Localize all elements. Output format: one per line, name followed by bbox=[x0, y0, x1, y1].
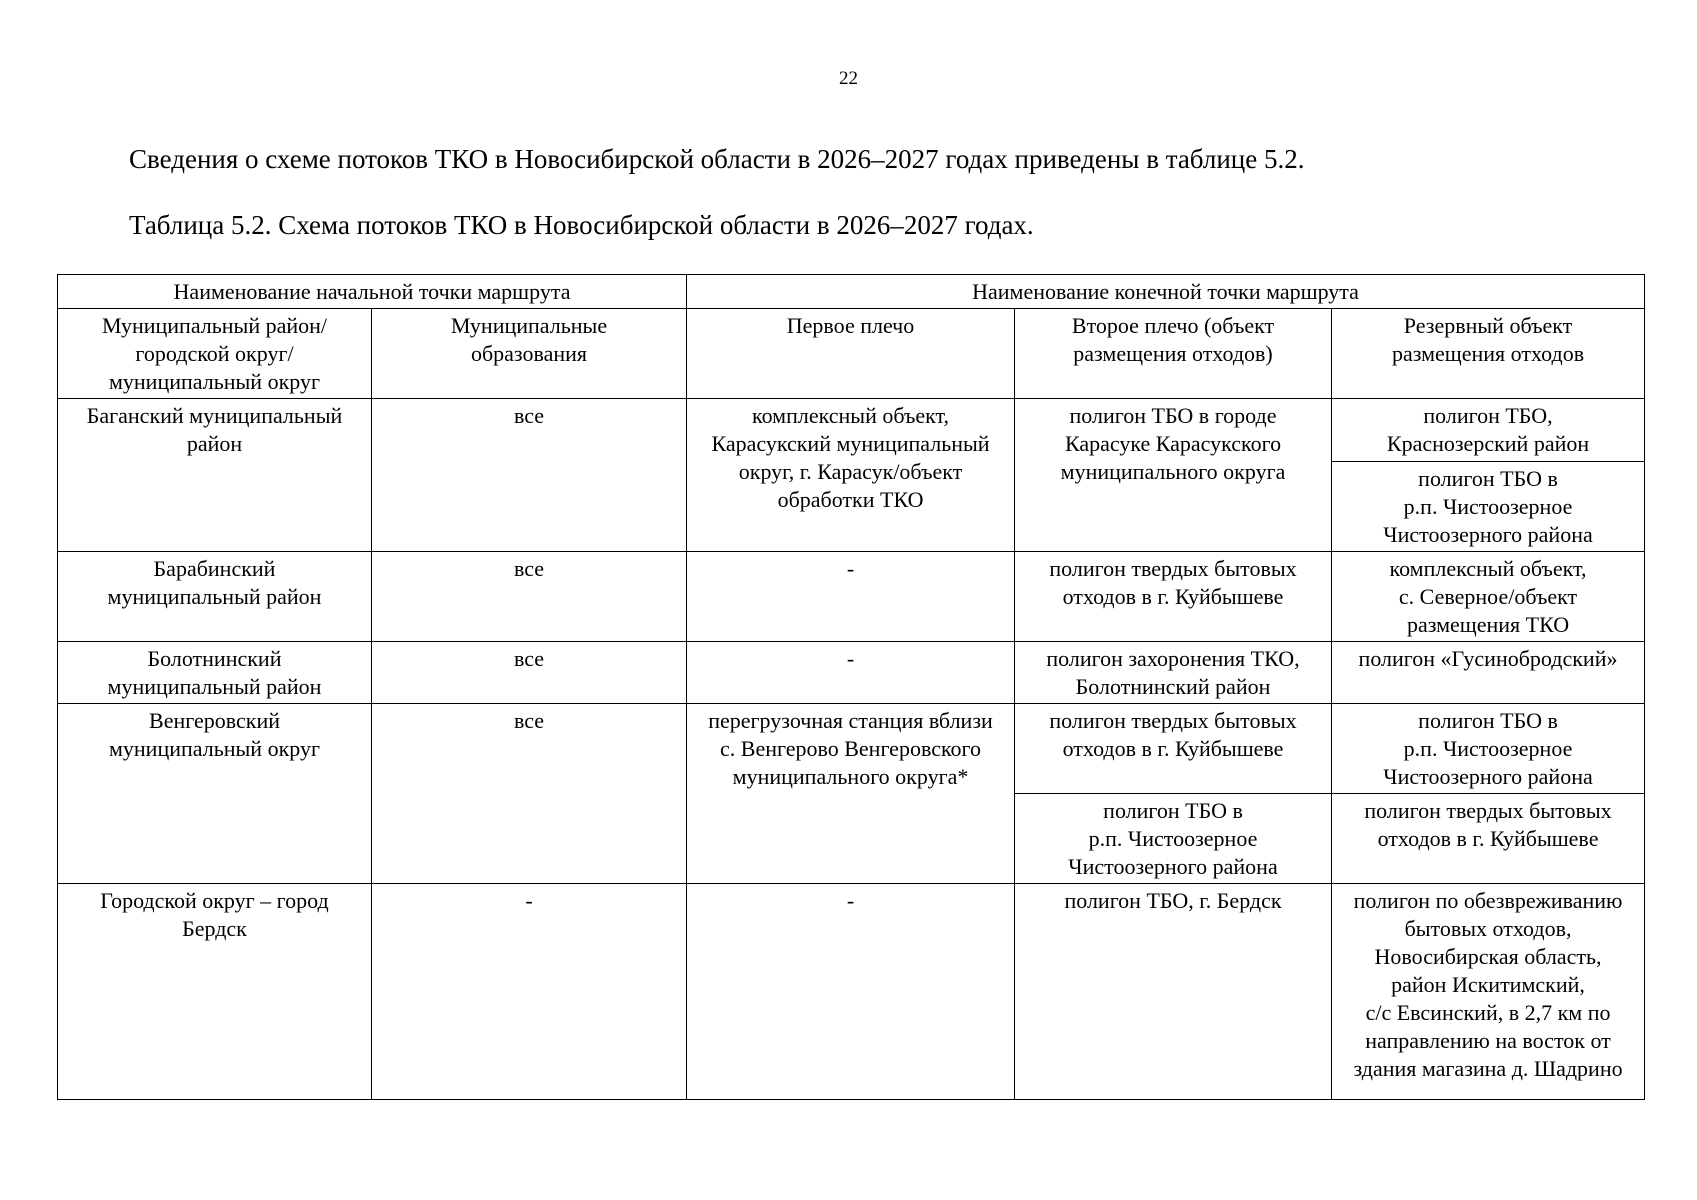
header-municipalities: Муниципальные образования bbox=[372, 309, 687, 399]
cell-second-leg: полигон ТБО, г. Бердск bbox=[1015, 884, 1332, 1100]
cell-reserve: полигон ТБО, Краснозерский район bbox=[1332, 399, 1645, 462]
cell-second-leg: полигон ТБО в городе Карасуке Карасукского муниципального округа bbox=[1015, 399, 1332, 552]
cell-district: Венгеровский муниципальный округ bbox=[58, 704, 372, 884]
intro-paragraph: Сведения о схеме потоков ТКО в Новосибирской области в 2026–2027 годах приведены в таблице 5.2. bbox=[129, 144, 1305, 174]
table-row bbox=[58, 884, 1645, 1100]
cell-district: Городской округ – город Бердск bbox=[58, 884, 372, 1100]
header-district: Муниципальный район/ городской округ/ муниципальный округ bbox=[58, 309, 372, 399]
cell-second-leg: полигон твердых бытовых отходов в г. Куйбышеве bbox=[1015, 704, 1332, 794]
cell-district: Барабинский муниципальный район bbox=[58, 552, 372, 642]
cell-municipalities: все bbox=[372, 399, 687, 552]
header-first-leg: Первое плечо bbox=[687, 309, 1015, 399]
cell-first-leg: - bbox=[687, 552, 1015, 642]
group-header-end: Наименование конечной точки маршрута bbox=[687, 275, 1645, 309]
page-number: 22 bbox=[839, 68, 858, 89]
table-row bbox=[58, 552, 1645, 642]
cell-reserve: полигон ТБО в р.п. Чистоозерное Чистоозерного района bbox=[1332, 462, 1645, 552]
table-row bbox=[58, 642, 1645, 704]
cell-municipalities: все bbox=[372, 642, 687, 704]
cell-first-leg: - bbox=[687, 642, 1015, 704]
table-row bbox=[58, 704, 1645, 794]
table-group-header-row bbox=[58, 275, 1645, 309]
waste-flow-table bbox=[57, 274, 1645, 1100]
cell-municipalities: все bbox=[372, 552, 687, 642]
cell-reserve: полигон твердых бытовых отходов в г. Куйбышеве bbox=[1332, 794, 1645, 884]
cell-reserve: полигон ТБО в р.п. Чистоозерное Чистоозерного района bbox=[1332, 704, 1645, 794]
cell-district: Баганский муниципальный район bbox=[58, 399, 372, 552]
cell-second-leg: полигон ТБО в р.п. Чистоозерное Чистоозерного района bbox=[1015, 794, 1332, 884]
cell-first-leg: перегрузочная станция вблизи с. Венгерово Венгеровского муниципального округа* bbox=[687, 704, 1015, 884]
header-second-leg: Второе плечо (объект размещения отходов) bbox=[1015, 309, 1332, 399]
cell-municipalities: - bbox=[372, 884, 687, 1100]
cell-municipalities: все bbox=[372, 704, 687, 884]
cell-first-leg: комплексный объект, Карасукский муниципальный округ, г. Карасук/объект обработки ТКО bbox=[687, 399, 1015, 552]
cell-first-leg: - bbox=[687, 884, 1015, 1100]
cell-reserve: комплексный объект, с. Северное/объект размещения ТКО bbox=[1332, 552, 1645, 642]
cell-reserve: полигон «Гусинобродский» bbox=[1332, 642, 1645, 704]
group-header-start: Наименование начальной точки маршрута bbox=[58, 275, 687, 309]
header-reserve: Резервный объект размещения отходов bbox=[1332, 309, 1645, 399]
cell-reserve: полигон по обезвреживанию бытовых отходов, Новосибирская область, район Искитимский, с/с Евсинский, в 2,7 км по направлению на восток от здания магазина д. Шадрино bbox=[1332, 884, 1645, 1100]
cell-second-leg: полигон захоронения ТКО, Болотнинский район bbox=[1015, 642, 1332, 704]
cell-district: Болотнинский муниципальный район bbox=[58, 642, 372, 704]
table-caption: Таблица 5.2. Схема потоков ТКО в Новосибирской области в 2026–2027 годах. bbox=[129, 210, 1034, 240]
table-row bbox=[58, 399, 1645, 462]
table-header-row bbox=[58, 309, 1645, 399]
cell-second-leg: полигон твердых бытовых отходов в г. Куйбышеве bbox=[1015, 552, 1332, 642]
